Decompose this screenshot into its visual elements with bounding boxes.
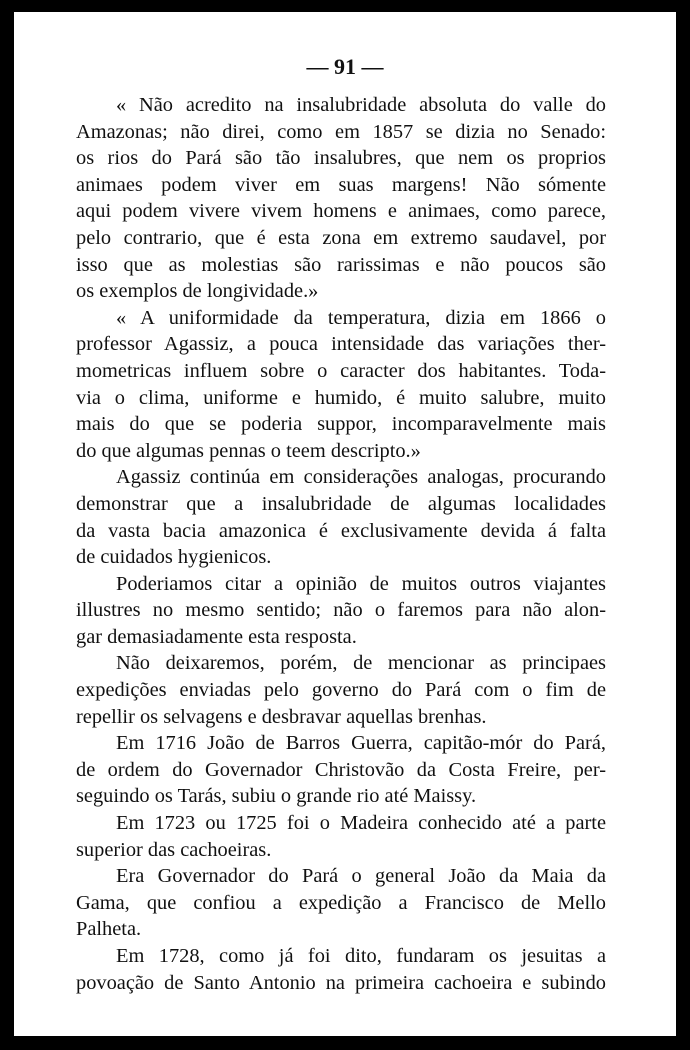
paragraph — [76, 305, 606, 465]
text-line: demonstrar que a insalubridade de algumas localidades — [76, 492, 606, 515]
text-line: aqui podem vivere vivem homens e animaes, como parece, — [76, 200, 606, 223]
text-line: Era Governador do Pará o general João da Maia da — [116, 865, 606, 888]
text-line: pelo contrario, que é esta zona em extremo saudavel, por — [76, 226, 606, 249]
text-line: « Não acredito na insalubridade absoluta do valle do — [116, 94, 606, 116]
text-line: mais do que se poderia suppor, incomparavelmente mais — [76, 413, 606, 436]
text-line: do que algumas pennas o teem descripto.» — [76, 439, 421, 462]
paragraph — [76, 571, 606, 651]
text-line: Em 1716 João de Barros Guerra, capitão-mór do Pará, — [116, 732, 606, 755]
text-line: seguindo os Tarás, subiu o grande rio até Maissy. — [76, 785, 477, 808]
book-page — [14, 12, 676, 1036]
text-line: os exemplos de longividade.» — [76, 280, 319, 303]
text-line: via o clima, uniforme e humido, é muito salubre, muito — [76, 386, 606, 409]
paragraph — [76, 863, 606, 943]
text-line: Agassiz continúa em considerações analogas, procurando — [116, 466, 606, 489]
text-line: Palheta. — [76, 918, 142, 941]
text-line: Em 1728, como já foi dito, fundaram os jesuitas a — [116, 945, 606, 967]
paragraph — [76, 92, 606, 305]
paragraph — [76, 730, 606, 810]
paragraph — [76, 810, 606, 863]
text-line: repellir os selvagens e desbravar aquellas brenhas. — [76, 705, 487, 728]
text-line: animaes podem viver em suas margens! Não sómente — [76, 173, 606, 196]
text-line: illustres no mesmo sentido; não o faremos para não alon- — [76, 599, 606, 622]
text-line: os rios do Pará são tão insalubres, que nem os proprios — [76, 147, 606, 170]
paragraph — [76, 943, 606, 996]
text-line: Amazonas; não direi, como em 1857 se dizia no Senado: — [76, 120, 606, 143]
text-line: da vasta bacia amazonica é exclusivamente devida á falta — [76, 519, 606, 542]
text-line: isso que as molestias são rarissimas e não poucos são — [76, 253, 606, 276]
text-line: superior das cachoeiras. — [76, 838, 272, 861]
text-line: de cuidados hygienicos. — [76, 546, 272, 569]
text-line: « A uniformidade da temperatura, dizia em 1866 o — [116, 306, 606, 329]
text-line: Poderiamos citar a opinião de muitos outros viajantes — [116, 572, 606, 595]
text-line: professor Agassiz, a pouca intensidade das variações ther- — [76, 333, 606, 356]
paragraph — [76, 650, 606, 730]
text-line: expedições enviadas pelo governo do Pará com o fim de — [76, 679, 606, 702]
text-line: gar demasiadamente esta resposta. — [76, 625, 357, 648]
page-number: — 91 — — [306, 54, 384, 79]
body-text — [76, 92, 606, 996]
paragraph — [76, 464, 606, 570]
text-line: Em 1723 ou 1725 foi o Madeira conhecido até a parte — [116, 812, 606, 835]
text-line: de ordem do Governador Christovão da Costa Freire, per- — [76, 758, 606, 781]
text-line: mometricas influem sobre o caracter dos habitantes. Toda- — [76, 359, 606, 382]
text-line: Gama, que confiou a expedição a Francisco de Mello — [76, 891, 606, 914]
text-line: povoação de Santo Antonio na primeira cachoeira e subindo — [76, 971, 606, 994]
text-line: Não deixaremos, porém, de mencionar as principaes — [116, 652, 606, 675]
